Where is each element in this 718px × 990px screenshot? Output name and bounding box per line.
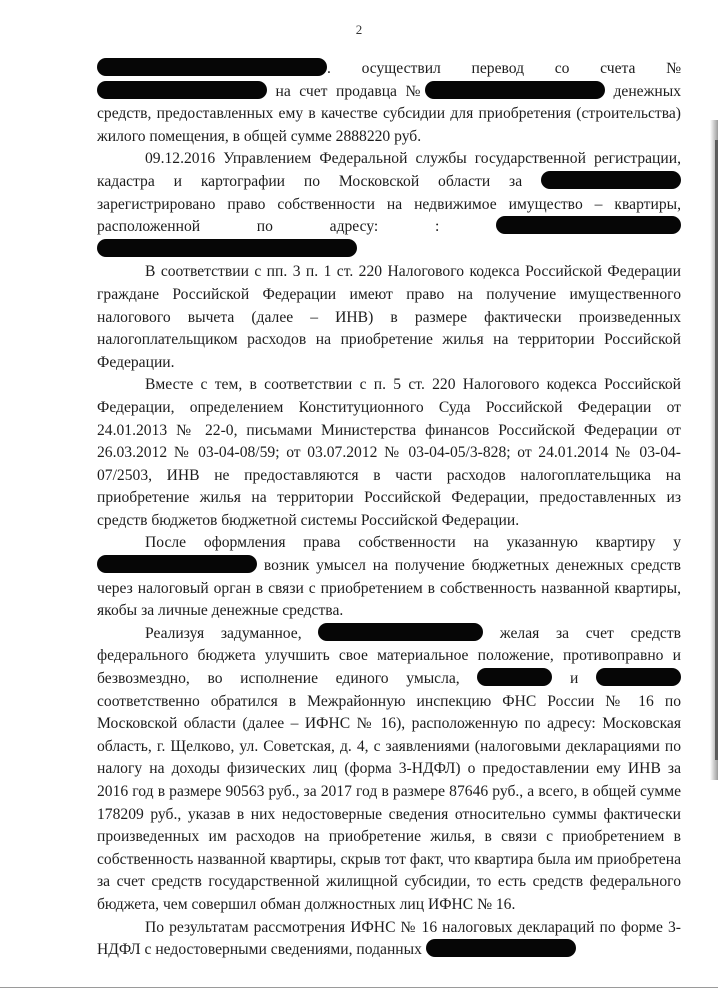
redaction-block <box>426 939 576 957</box>
paragraph-text: желая за счет средств федерального бюджета улучшить свое материальное положение, противоправно и безвозмездно, во исполнение единого умысла, <box>97 624 681 688</box>
paragraph <box>97 58 681 148</box>
paragraph-text: . осуществил перевод со счета № <box>327 60 681 77</box>
paragraph <box>97 261 681 374</box>
document-body <box>97 58 681 962</box>
redaction-block <box>97 81 267 99</box>
paragraph-text: Реализуя задуманное, <box>145 624 319 642</box>
redaction-block <box>318 623 483 641</box>
paragraph <box>97 623 681 917</box>
paragraph <box>97 532 681 622</box>
bottom-edge <box>0 987 718 988</box>
paragraph-text: зарегистрировано право собственности на недвижимое имущество – квартиры, расположенной по адресу: : <box>97 195 681 236</box>
paragraph-text: денежных средств, предоставленных ему в качестве субсидии для приобретения (строительства) жилого помещения, в общей сумме 2888220 руб. <box>97 82 681 145</box>
paragraph-text: В соответствии с пп. 3 п. 1 ст. 220 Налогового кодекса Российской Федерации граждане Российской Федерации имеют право на получение имущественного налогового вычета (далее – ИНВ) в размере фактически произведенных налогоплательщиком расходов на приобретение жилья на территории Российской Федерации. <box>97 263 681 371</box>
paragraph-text: и <box>552 670 596 688</box>
page-number: 2 <box>355 22 363 37</box>
redaction-block <box>477 668 552 686</box>
redaction-block <box>425 81 605 99</box>
paragraph-text: 09.12.2016 Управлением Федеральной службы государственной регистрации, кадастра и картографии по Московской области за <box>97 150 681 190</box>
paragraph-text: соответственно обратился в Межрайонную инспекцию ФНС России № 16 по Московской области (далее – ИФНС № 16), расположенную по адресу: Московская область, г. Щелково, ул. Советская, д. 4, с заявлениями (налоговыми декларациями по налогу на доходы физических лиц (форма 3-НДФЛ) о предоставлении ему ИНВ за 2016 год в размере 90563 руб., за 2017 год в размере 87646 руб., а всего, в общей сумме 178209 руб., указав в них недостоверные сведения относительно суммы фактически произведенных им расходов на приобретение жилья, в связи с приобретением в собственность названной квартиры, скрыв тот факт, что квартира была им приобретена за счет средств государственной жилищной субсидии, то есть средств федерального бюджета, чем совершил обман должностных лиц ИФНС № 16. <box>97 692 681 913</box>
paragraph <box>97 148 681 261</box>
redaction-block <box>97 555 257 573</box>
paragraph <box>97 917 681 962</box>
redaction-block <box>97 239 357 257</box>
redaction-block <box>97 58 327 76</box>
paragraph-text: на счет продавца № <box>267 82 425 100</box>
paragraph-text: По результатам рассмотрения ИФНС № 16 налоговых деклараций по форме 3-НДФЛ с недостоверными сведениями, поданных <box>97 918 681 959</box>
paragraph-text: возник умысел на получение бюджетных денежных средств через налоговый орган в связи с приобретением в собственность названной квартиры, якобы за личные денежные средства. <box>97 557 681 620</box>
paragraph-text: После оформления права собственности на указанную квартиру у <box>145 534 681 552</box>
paragraph <box>97 374 681 532</box>
redaction-block <box>596 668 681 686</box>
paragraph-text: Вместе с тем, в соответствии с п. 5 ст. 220 Налогового кодекса Российской Федерации, определением Конституционного Суда Российской Федерации от 24.01.2013 № 22-0, письмами Министерства финансов Российской Федерации от 26.03.2012 № 03-04-08/59; от 03.07.2012 № 03-04-05/3-828; от 24.01.2014 № 03-04-07/2503, ИНВ не предоставляются в части расходов налогоплательщика на приобретение жилья на территории Российской Федерации, предоставленных из средств бюджетов бюджетной системы Российской Федерации. <box>97 376 681 529</box>
redaction-block <box>496 216 681 234</box>
redaction-block <box>541 171 681 189</box>
